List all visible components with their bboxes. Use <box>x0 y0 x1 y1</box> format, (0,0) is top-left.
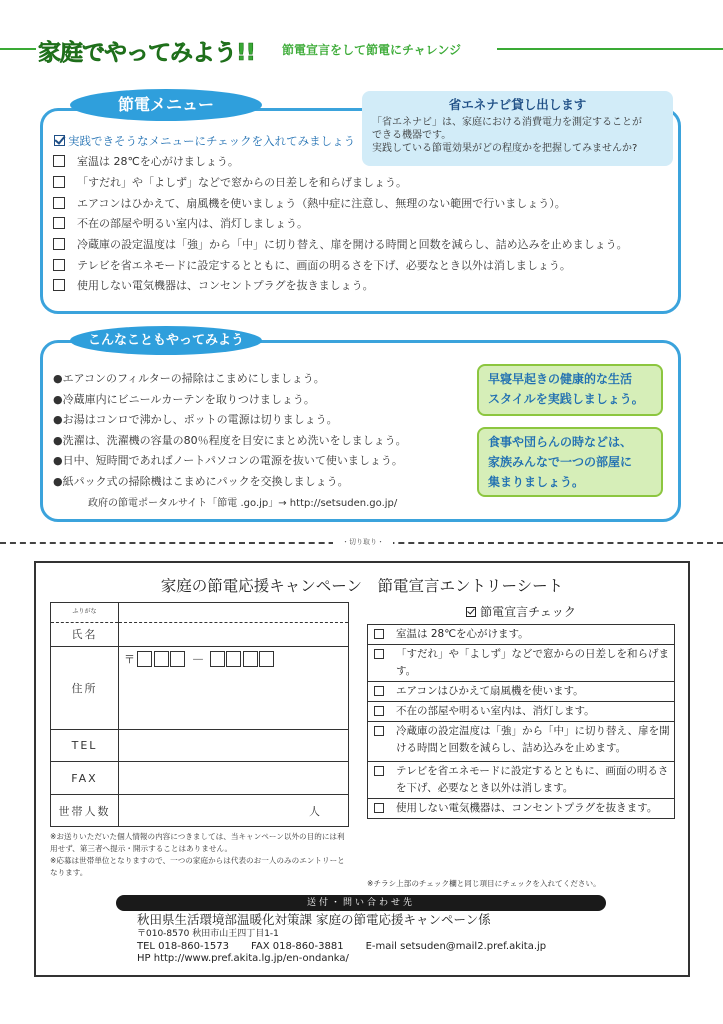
zip-digit-box[interactable] <box>259 651 274 667</box>
contact-fax: FAX 018-860-3881 <box>251 941 344 952</box>
tips-list <box>53 368 473 491</box>
contact-address: 〒010-8570 秋田市山王四丁目1-1 <box>137 929 279 939</box>
callout-line: スタイルを実践しましょう。 <box>488 392 644 406</box>
menu-item[interactable] <box>53 213 678 234</box>
zip-digit-box[interactable] <box>170 651 185 667</box>
tips-title-pill <box>70 326 262 355</box>
checkbox-icon[interactable] <box>53 217 65 229</box>
zip-digit-box[interactable] <box>243 651 258 667</box>
address-label: 住所 <box>51 647 119 730</box>
contact-header-bar: 送付・問い合わせ先 <box>116 895 606 911</box>
contact-email[interactable]: E-mail setsuden@mail2.pref.akita.jp <box>365 941 547 952</box>
header-rule-left <box>0 48 36 50</box>
zip-digit-box[interactable] <box>210 651 225 667</box>
contact-org: 秋田県生活環境部温暖化対策課 家庭の節電応援キャンペーン係 <box>137 912 491 927</box>
postal-mark: 〒 <box>124 652 135 666</box>
zip-code-boxes[interactable] <box>119 647 348 668</box>
zip-digit-box[interactable] <box>137 651 152 667</box>
menu-item[interactable] <box>53 172 678 193</box>
header-rule-right <box>497 48 723 50</box>
tip-item: ●冷蔵庫内にビニールカーテンを取りつけましょう。 <box>53 392 315 406</box>
checkbox-icon[interactable] <box>53 155 65 167</box>
checkbox-icon[interactable] <box>53 238 65 250</box>
tip-item: ●紙パック式の掃除機はこまめにパックを交換しましょう。 <box>53 474 349 488</box>
callout-line: 食事や団らんの時などは、 <box>488 435 633 449</box>
fax-label: FAX <box>51 762 119 795</box>
checkbox-icon[interactable] <box>374 706 384 716</box>
privacy-notes <box>50 831 350 879</box>
check-item-label: 使用しない電気機器は、コンセントプラグを抜きます。 <box>396 802 658 814</box>
checkbox-icon[interactable] <box>374 726 384 736</box>
check-row[interactable] <box>368 722 675 762</box>
dotted-divider <box>51 622 118 623</box>
check-row[interactable] <box>368 625 675 645</box>
info-line: 「省エネナビ」は、家庭における消費電力を測定することが <box>372 117 642 128</box>
tip-item: ●日中、短時間であればノートパソコンの電源を抜いて使いましょう。 <box>53 454 403 468</box>
household-field[interactable] <box>119 795 349 827</box>
menu-item-label: 使用しない電気機器は、コンセントプラグを抜きましょう。 <box>77 279 374 293</box>
dotted-divider <box>119 622 348 623</box>
contact-hp[interactable]: HP http://www.pref.akita.lg.jp/en-ondanka/ <box>137 953 349 964</box>
menu-item-label: 「すだれ」や「よしず」などで窓からの日差しを和らげましょう。 <box>77 176 407 190</box>
menu-item[interactable] <box>53 275 678 296</box>
menu-item-label: 冷蔵庫の設定温度は「強」から「中」に切り替え、扉を開ける時間と回数を減らし、詰め込みを止めましょう。 <box>77 238 628 252</box>
check-item-label: 不在の部屋や明るい室内は、消灯します。 <box>396 705 595 717</box>
check-item-label: 室温は 28℃を心がけます。 <box>396 628 529 640</box>
zip-digit-box[interactable] <box>154 651 169 667</box>
menu-title-pill <box>70 89 262 121</box>
check-title <box>367 603 675 620</box>
check-item-label: 「すだれ」や「よしず」などで窓からの日差しを和らげます。 <box>396 648 669 677</box>
menu-item[interactable] <box>53 234 678 255</box>
zip-digit-box[interactable] <box>226 651 241 667</box>
checkbox-icon[interactable] <box>374 803 384 813</box>
check-row[interactable] <box>368 799 675 819</box>
menu-list <box>53 151 678 296</box>
portal-link[interactable]: 政府の節電ポータルサイト「節電 .go.jp」→ http://setsuden.go.jp/ <box>88 498 398 509</box>
check-note: ※チラシ上部のチェック欄と同じ項目にチェックを入れてください。 <box>367 879 601 888</box>
check-title-text: 節電宣言チェック <box>480 605 576 619</box>
checkmark-icon <box>466 607 476 617</box>
cut-label: ・切り取り・ <box>333 537 393 547</box>
page-subtitle: 節電宣言をして節電にチャレンジ <box>282 43 462 57</box>
checkbox-icon[interactable] <box>374 766 384 776</box>
tips-title: こんなこともやってみよう <box>87 333 244 348</box>
checkbox-icon[interactable] <box>53 176 65 188</box>
callout-line: 家族みんなで一つの部屋に <box>488 455 633 469</box>
menu-hint-text: 実践できそうなメニューにチェックを入れてみましょう <box>68 134 356 148</box>
checkbox-icon[interactable] <box>374 686 384 696</box>
page-title: 家庭でやってみよう!! <box>38 40 255 66</box>
check-row[interactable] <box>368 645 675 682</box>
address-field[interactable] <box>119 647 349 730</box>
contact-tel: TEL 018-860-1573 <box>137 941 230 952</box>
checkbox-icon[interactable] <box>53 259 65 271</box>
green-callout <box>477 427 663 497</box>
info-line: 実践している節電効果がどの程度かを把握してみませんか? <box>372 143 638 154</box>
check-row[interactable] <box>368 682 675 702</box>
green-callout <box>477 364 663 416</box>
callout-line: 集まりましょう。 <box>488 475 585 489</box>
checkbox-icon[interactable] <box>53 197 65 209</box>
check-row[interactable] <box>368 702 675 722</box>
fax-field[interactable] <box>119 762 349 795</box>
furigana-label: ふりがな <box>72 608 97 615</box>
household-unit: 人 <box>309 804 320 818</box>
note: ※応募は世帯単位となりますので、一つの家庭からは代表のお一人のみのエントリーとなります。 <box>50 856 345 877</box>
tel-field[interactable] <box>119 730 349 762</box>
entry-form <box>50 602 349 827</box>
declaration-checklist <box>367 624 675 819</box>
menu-item-label: 不在の部屋や明るい室内は、消灯しましょう。 <box>77 217 308 231</box>
callout-line: 早寝早起きの健康的な生活 <box>488 372 633 386</box>
check-item-label: 冷蔵庫の設定温度は「強」から「中」に切り替え、扉を開ける時間と回数を減らし、詰め込みを止めます。 <box>396 725 670 754</box>
name-label-cell <box>51 603 119 647</box>
info-line: できる機器です。 <box>372 130 452 141</box>
menu-title: 節電メニュー <box>117 95 214 114</box>
contact-numbers <box>137 941 568 953</box>
household-label: 世帯人数 <box>51 795 119 827</box>
check-row[interactable] <box>368 762 675 799</box>
contact-info <box>137 912 568 965</box>
info-body <box>372 116 663 155</box>
check-item-label: エアコンはひかえて扇風機を使います。 <box>396 685 584 697</box>
info-title: 省エネナビ貸し出します <box>448 97 587 112</box>
sheet-title: 家庭の節電応援キャンペーン 節電宣言エントリーシート <box>160 577 564 595</box>
menu-item-label: 室温は 28℃を心がけましょう。 <box>77 155 239 169</box>
tel-label: TEL <box>51 730 119 762</box>
menu-item[interactable] <box>53 151 678 172</box>
note: ※お送りいただいた個人情報の内容につきましては、当キャンペーン以外の目的には利用せず、第三者へ提示・開示することはありません。 <box>50 832 345 853</box>
checkbox-icon[interactable] <box>53 279 65 291</box>
menu-item[interactable] <box>53 254 678 275</box>
menu-item-label: エアコンはひかえて、扇風機を使いましょう（熱中症に注意し、無理のない範囲で行いましょう）。 <box>77 196 566 210</box>
name-label: 氏名 <box>71 627 98 641</box>
checkbox-icon[interactable] <box>374 649 384 659</box>
menu-item[interactable] <box>53 192 678 213</box>
menu-item-label: テレビを省エネモードに設定するとともに、画面の明るさを下げ、必要なとき以外は消しましょう。 <box>77 258 571 272</box>
check-item-label: テレビを省エネモードに設定するとともに、画面の明るさを下げ、必要なとき以外は消します。 <box>396 765 669 794</box>
name-field[interactable] <box>119 603 349 647</box>
checkbox-icon[interactable] <box>374 629 384 639</box>
tip-item: ●エアコンのフィルターの掃除はこまめにしましょう。 <box>53 372 325 386</box>
menu-hint <box>54 133 355 149</box>
tip-item: ●洗濯は、洗濯機の容量の80％程度を目安にまとめ洗いをしましょう。 <box>53 433 407 447</box>
tip-item: ●お湯はコンロで沸かし、ポットの電源は切りましょう。 <box>53 413 338 427</box>
zip-dash: － <box>191 653 205 668</box>
checkmark-icon <box>54 135 65 146</box>
